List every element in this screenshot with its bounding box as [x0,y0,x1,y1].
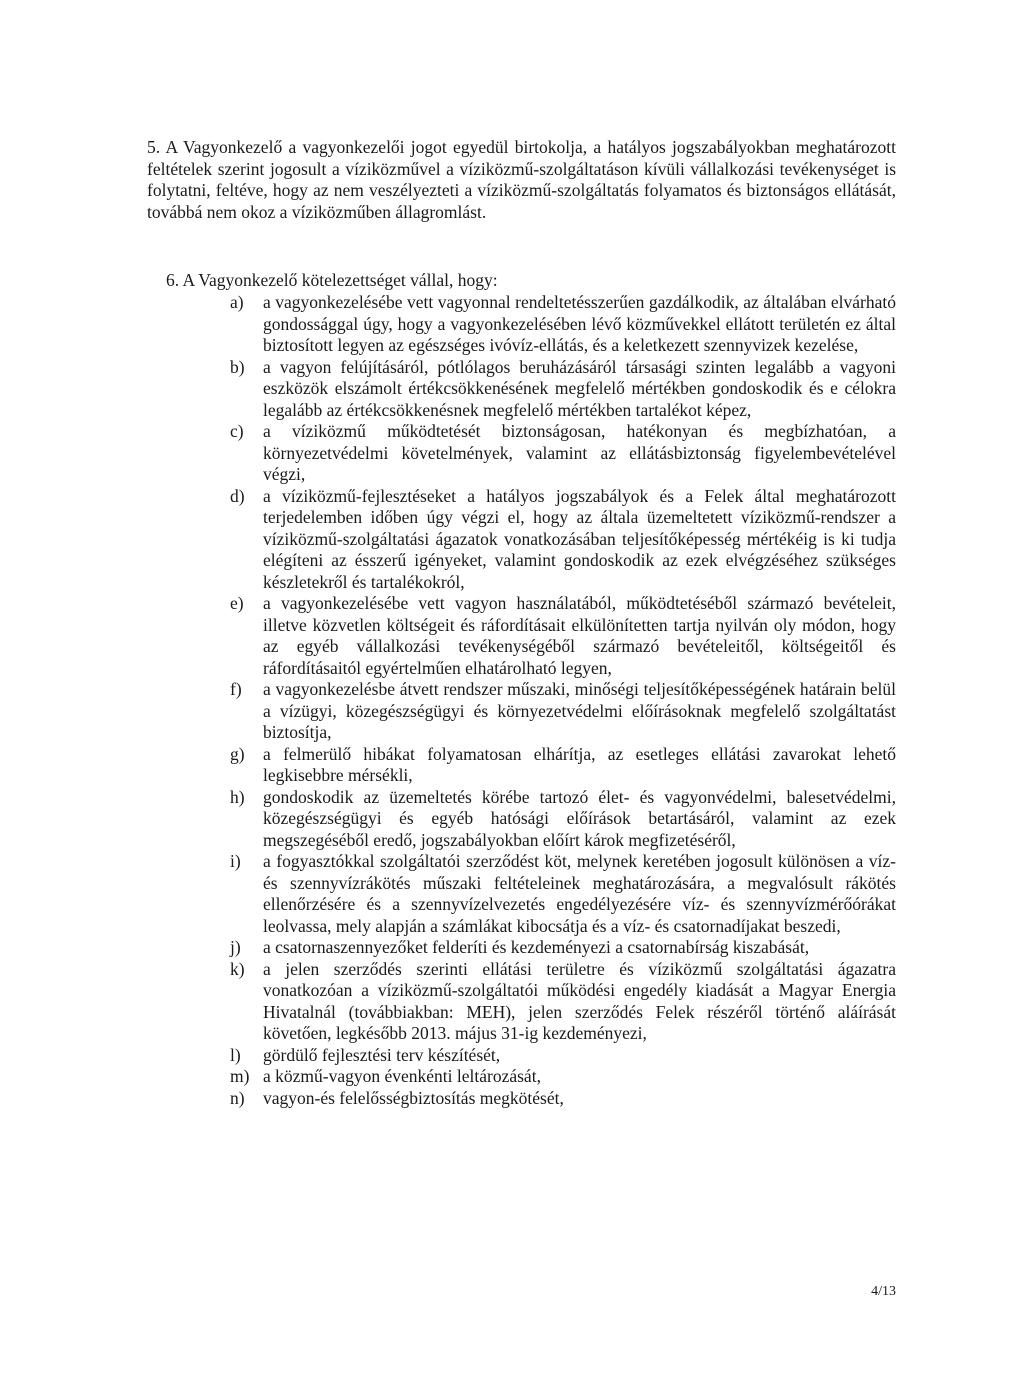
section-5-number: 5. [147,137,161,157]
item-letter: g) [230,743,245,764]
list-item [230,959,896,1045]
item-text: a víziközmű-fejlesztéseket a hatályos jogszabályok és a Felek által meghatározott terjedelemben időben úgy végzi el, hogy az általa üzemeltetett víziközmű-rendszer a víziközmű-szolgáltatási ágazatok vonatkozásában teljesítőképesség mértékéig is ki tudja elégíteni az ésszerű igényeket, valamint gondoskodik az ezek elvégzéséhez szükséges készletekről és tartalékokról, [263,485,896,592]
list-item [230,292,896,357]
list-item [230,486,896,594]
list-item [230,1088,896,1110]
list-item [230,744,896,787]
list-item [230,421,896,486]
item-letter: n) [230,1087,245,1108]
item-letter: m) [230,1066,250,1086]
list-item [230,1045,896,1067]
item-text: a jelen szerződés szerinti ellátási területre és víziközmű szolgáltatási ágazatra vonatkozóan a víziközmű-szolgáltatói működési engedély kiadását a Magyar Energia Hivatalnál (továbbiakban: MEH), jelen szerződés Felek részéről történő aláírását követően, legkésőbb 2013. május 31-ig kezdeményezi, [263,958,896,1043]
section-6-number: 6. [166,270,180,290]
item-text: gördülő fejlesztési terv készítését, [263,1044,501,1065]
item-letter: k) [230,958,245,979]
item-letter: l) [230,1044,241,1065]
item-text: a vagyonkezelésbe átvett rendszer műszaki, minőségi teljesítőképességének határain belül a vízügyi, közegészségügyi és környezetvédelmi előírásoknak megfelelő szolgáltatást biztosítja, [263,679,896,742]
section-6-intro [166,270,896,292]
item-letter: i) [230,851,241,871]
item-letter: d) [230,485,245,506]
list-item [230,593,896,679]
item-letter: b) [230,356,245,377]
item-text: vagyon-és felelősségbiztosítás megkötését, [263,1087,564,1108]
section-5-paragraph [147,137,896,223]
page-number: 4/13 [871,1284,896,1299]
list-item [230,937,896,959]
list-item [230,1066,896,1088]
section-5-text: A Vagyonkezelő a vagyonkezelői jogot egyedül birtokolja, a hatályos jogszabályokban meghatározott feltételek szerint jogosult a víziközművel a víziközmű-szolgáltatáson kívüli vállalkozási tevékenységet is folytatni, feltéve, hogy az nem veszélyezteti a víziközmű-szolgáltatás folyamatos és biztonságos ellátását, továbbá nem okoz a víziközműben állagromlást. [147,137,896,222]
section-6-intro-text: A Vagyonkezelő kötelezettséget vállal, hogy: [182,270,498,290]
item-text: a közmű-vagyon évenkénti leltározását, [263,1066,541,1086]
item-text: a vagyonkezelésébe vett vagyonnal rendeltetésszerűen gazdálkodik, az általában elvárható gondossággal úgy, hogy a vagyonkezelésében lévő közművekkel ellátott területén ez által biztosított legyen az egészséges ivóvíz-ellátás, és a keletkezett szennyvizek kezelése, [263,292,896,355]
item-letter: j) [230,937,241,957]
list-item [230,851,896,937]
item-text: a csatornaszennyezőket felderíti és kezdeményezi a csatornabírság kiszabását, [263,937,810,957]
item-text: a felmerülő hibákat folyamatosan elhárítja, az esetleges ellátási zavarokat lehető legkisebbre mérsékli, [263,743,896,785]
item-letter: h) [230,786,245,807]
item-letter: c) [230,421,244,441]
item-text: gondoskodik az üzemeltetés körébe tartozó élet- és vagyonvédelmi, balesetvédelmi, közegészségügyi és egyéb hatósági előírások betartásáról, valamint az ezek megszegéséből eredő, jogszabályokban előírt károk megfizetéséről, [263,786,896,850]
obligation-list [230,292,896,1109]
list-item [230,679,896,744]
item-text: a víziközmű működtetését biztonságosan, hatékonyan és megbízhatóan, a környezetvédelmi követelmények, valamint az ellátásbiztonság figyelembevételével végzi, [263,421,896,484]
list-item [230,357,896,422]
item-text: a vagyonkezelésébe vett vagyon használatából, működtetéséből származó bevételeit, illetve közvetlen költségeit és ráfordításait elkülönítetten tartja nyilván oly módon, hogy az egyéb vállalkozási tevékenységéből származó bevételeitől, költségeitől és ráfordításaitól egyértelműen elhatárolható legyen, [263,593,896,678]
item-text: a fogyasztókkal szolgáltatói szerződést köt, melynek keretében jogosult különösen a víz- és szennyvízrákötés műszaki feltételeinek meghatározására, a megvalósult rákötés ellenőrzésére és a szennyvízelvezetés engedélyezésére víz- és szennyvízmérőórákat leolvassa, mely alapján a számlákat kibocsátja és a víz- és csatornadíjakat beszedi, [263,851,896,936]
list-item [230,787,896,852]
item-letter: e) [230,593,244,613]
item-letter: f) [230,679,242,699]
item-letter: a) [230,292,244,312]
item-text: a vagyon felújításáról, pótlólagos beruházásáról társasági szinten legalább a vagyoni eszközök elszámolt értékcsökkenésének megfelelő mértékben gondoskodik és e célokra legalább az értékcsökkenésnek megfelelő mértékben tartalékot képez, [263,356,896,420]
